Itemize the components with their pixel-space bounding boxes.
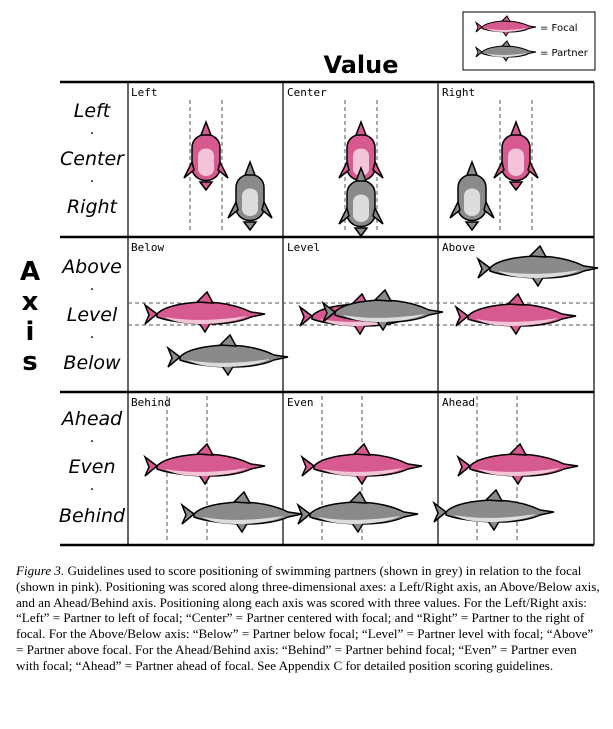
cell-label: Ahead bbox=[442, 396, 476, 409]
row-separator: · bbox=[89, 126, 95, 142]
row1-dolphins bbox=[184, 122, 538, 236]
row-label-left: Left bbox=[73, 100, 111, 122]
row-label-level: Level bbox=[66, 304, 118, 326]
focal-dolphin-side-icon bbox=[456, 294, 576, 334]
figure-caption bbox=[16, 563, 601, 674]
row-label-even: Even bbox=[68, 456, 116, 478]
axis-title-letter: A bbox=[19, 257, 41, 287]
row-label-below: Below bbox=[63, 352, 121, 374]
cell-label: Below bbox=[131, 241, 165, 254]
partner-dolphin-side-icon bbox=[478, 246, 598, 286]
cell-label: Even bbox=[287, 396, 314, 409]
partner-dolphin-side-icon bbox=[434, 490, 554, 530]
value-title: Value bbox=[323, 51, 399, 79]
legend-focal-label: = Focal bbox=[540, 23, 578, 34]
axis-title-letter: x bbox=[21, 287, 39, 317]
row-separator: · bbox=[89, 434, 95, 450]
caption-text: Guidelines used to score positioning of swimming partners (shown in grey) in relation to the focal (shown in pink). Positioning was scored along three-dimensional axes: a Left/Right axis, an Above/Below axis, and an Ahead/Behind axis. Positioning along each axis was scored with three values. For the Left/Right axis: “Left” = Partner to left of focal; “Center” = Partner centered with focal; and “Right” = Partner to the right of focal. For the Above/Below axis: “Below” = Partner below focal; “Level” = Partner level with focal; “Above” = Partner above focal. For the Ahead/Behind axis: “Behind” = Partner behind focal; “Even” = Partner even with focal; “Ahead” = Partner ahead of focal. See Appendix C for detailed position scoring guidelines. bbox=[16, 563, 600, 673]
focal-dolphin-side-icon bbox=[145, 292, 265, 332]
partner-dolphin-side-icon bbox=[298, 492, 418, 532]
cell-label: Level bbox=[287, 241, 321, 254]
row-label-ahead: Ahead bbox=[61, 408, 123, 430]
partner-dolphin-front-icon bbox=[450, 162, 494, 230]
row-separator: · bbox=[89, 482, 95, 498]
legend-partner-label: = Partner bbox=[540, 48, 588, 59]
focal-dolphin-front-icon bbox=[184, 122, 228, 190]
row2-dolphins bbox=[145, 246, 598, 375]
cell-label: Right bbox=[442, 86, 476, 99]
axis-title bbox=[20, 257, 40, 377]
partner-dolphin-front-icon bbox=[228, 162, 272, 230]
caption-figure-label: Figure 3. bbox=[16, 563, 65, 578]
legend bbox=[463, 12, 595, 70]
row-label-right: Right bbox=[66, 196, 118, 218]
row-separator: · bbox=[89, 330, 95, 346]
axis-title-letter: s bbox=[22, 347, 38, 377]
cell-label: Center bbox=[287, 86, 327, 99]
row-separator: · bbox=[89, 282, 95, 298]
focal-dolphin-side-icon bbox=[458, 444, 578, 484]
partner-dolphin-side-icon bbox=[168, 335, 288, 375]
focal-dolphin-front-icon bbox=[494, 122, 538, 190]
focal-dolphin-side-icon bbox=[302, 444, 422, 484]
partner-dolphin-front-icon bbox=[339, 168, 383, 236]
focal-dolphin-side-icon bbox=[145, 444, 265, 484]
row-separator: · bbox=[89, 174, 95, 190]
partner-dolphin-side-icon bbox=[182, 492, 302, 532]
row-labels bbox=[59, 100, 126, 527]
row-label-center: Center bbox=[60, 148, 124, 170]
cell-label: Behind bbox=[131, 396, 171, 409]
row-label-behind: Behind bbox=[58, 505, 126, 527]
cell-label: Left bbox=[131, 86, 158, 99]
row-label-above: Above bbox=[62, 256, 122, 278]
axis-title-letter: i bbox=[25, 317, 35, 347]
cell-label: Above bbox=[442, 241, 476, 254]
